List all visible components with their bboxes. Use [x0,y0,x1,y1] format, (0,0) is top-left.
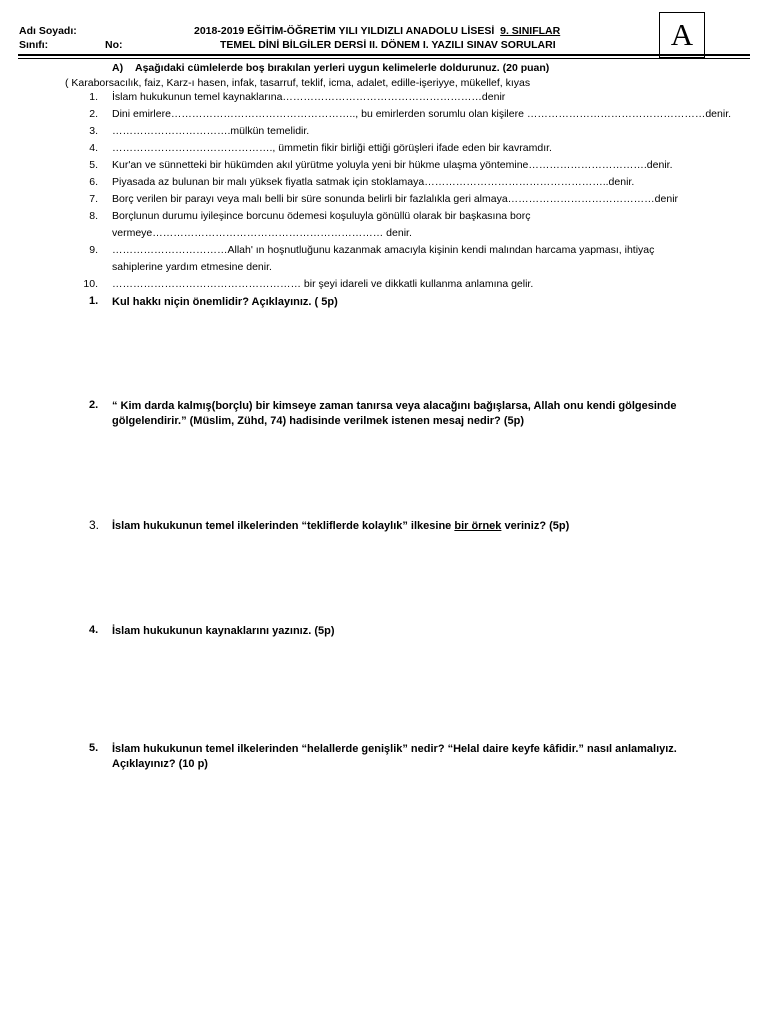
section-a-instruction: Aşağıdaki cümlelerde boş bırakılan yerleri uygun kelimelerle doldurunuz. (20 puan) [135,62,550,74]
fill-blank-item: ……………………………Allah' ın hoşnutluğunu kazanmak amacıyla kişinin kendi malından harcama yapması, ihtiyaç [112,244,655,256]
section-a-label: A) [112,62,124,74]
question-text: Kul hakkı niçin önemlidir? Açıklayınız. ( 5p) [112,296,338,308]
fill-blank-item: Piyasada az bulunan bir malı yüksek fiyatla satmak için stoklamaya……………………………………………..denir. [112,176,635,188]
item-number: 5. [89,159,98,171]
header-rule-top [18,54,750,56]
item-number: 10. [83,278,98,290]
question-text-part: veriniz? (5p) [501,520,570,532]
item-number: 4. [89,142,98,154]
question-number: 5. [89,742,99,754]
fill-blank-item-continuation: sahiplerine yardım etmesine denir. [112,261,272,273]
question-number: 3. [89,518,100,532]
exam-title-line1 [194,25,560,37]
fill-blank-item: ……………………………………………… bir şeyi idareli ve dikkatli kullanma anlamına gelir. [112,278,534,290]
fill-blank-item-continuation: vermeye………………………………………………………… denir. [112,227,412,239]
question-number: 4. [89,624,99,636]
word-bank: ( Karaborsacılık, faiz, Karz-ı hasen, infak, tasarruf, teklif, icma, adalet, edille-işeriyye, mükellef, kıyas [65,77,531,89]
name-label: Adı Soyadı: [19,25,77,37]
question-number: 2. [89,399,99,411]
question-text-part: İslam hukukunun temel ilkelerinden “tekliflerde kolaylık” ilkesine [112,520,455,532]
question-text [112,519,732,534]
item-number: 9. [89,244,98,256]
item-number: 6. [89,176,98,188]
fill-blank-item: Kur'an ve sünnetteki bir hükümden akıl yürütme yoluyla yeni bir hükme ulaşma yöntemine…………………………….denir. [112,159,673,171]
question-text-underlined: bir örnek [454,520,502,532]
header-rule-bottom [18,58,750,59]
fill-blank-item: Borç verilen bir parayı veya malı belli bir süre sonunda belirli bir fazlalıkla geri almaya……………………………………denir [112,193,679,205]
item-number: 7. [89,193,98,205]
item-number: 1. [89,91,98,103]
class-label: Sınıfı: [19,39,49,51]
grade-level: 9. SINIFLAR [500,25,561,37]
question-text: İslam hukukunun temel ilkelerinden “helallerde genişlik” nedir? “Helal daire keyfe kâfidir.” nasıl anlamalıyız. Açıklayınız? (10 p) [112,743,677,770]
fill-blank-item: ………………………………………., ümmetin fikir birliği ettiği görüşleri ifade eden bir kavramdır. [112,142,552,154]
item-number: 2. [89,108,98,120]
exam-title-line2: TEMEL DİNİ BİLGİLER DERSİ II. DÖNEM I. YAZILI SINAV SORULARI [220,39,556,51]
fill-blank-item: …………………………….mülkün temelidir. [112,125,310,137]
question-number: 1. [89,295,99,307]
number-label: No: [105,39,123,51]
item-number: 3. [89,125,98,137]
question-text: “ Kim darda kalmış(borçlu) bir kimseye zaman tanırsa veya alacağını bağışlarsa, Allah onu kendi gölgesinde gölgelendirir.” (Müslim, Zühd, 74) hadisinde verilmek istenen mesaj nedir? (5p) [112,400,677,427]
question-text: İslam hukukunun kaynaklarını yazınız. (5p) [112,625,335,637]
item-number: 8. [89,210,98,222]
fill-blank-item: İslam hukukunun temel kaynaklarına…………………………………………………denir [112,91,506,103]
fill-blank-item: Dini emirlere…………………………………………….., bu emirlerden sorumlu olan kişilere ……………………………………………denir. [112,108,732,120]
booklet-letter-box: A [659,12,705,58]
school-year-title: 2018-2019 EĞİTİM-ÖĞRETİM YILI YILDIZLI ANADOLU LİSESİ [194,25,495,37]
fill-blank-item: Borçlunun durumu iyileşince borcunu ödemesi koşuluyla gönüllü olarak bir başkasına borç [112,210,531,222]
